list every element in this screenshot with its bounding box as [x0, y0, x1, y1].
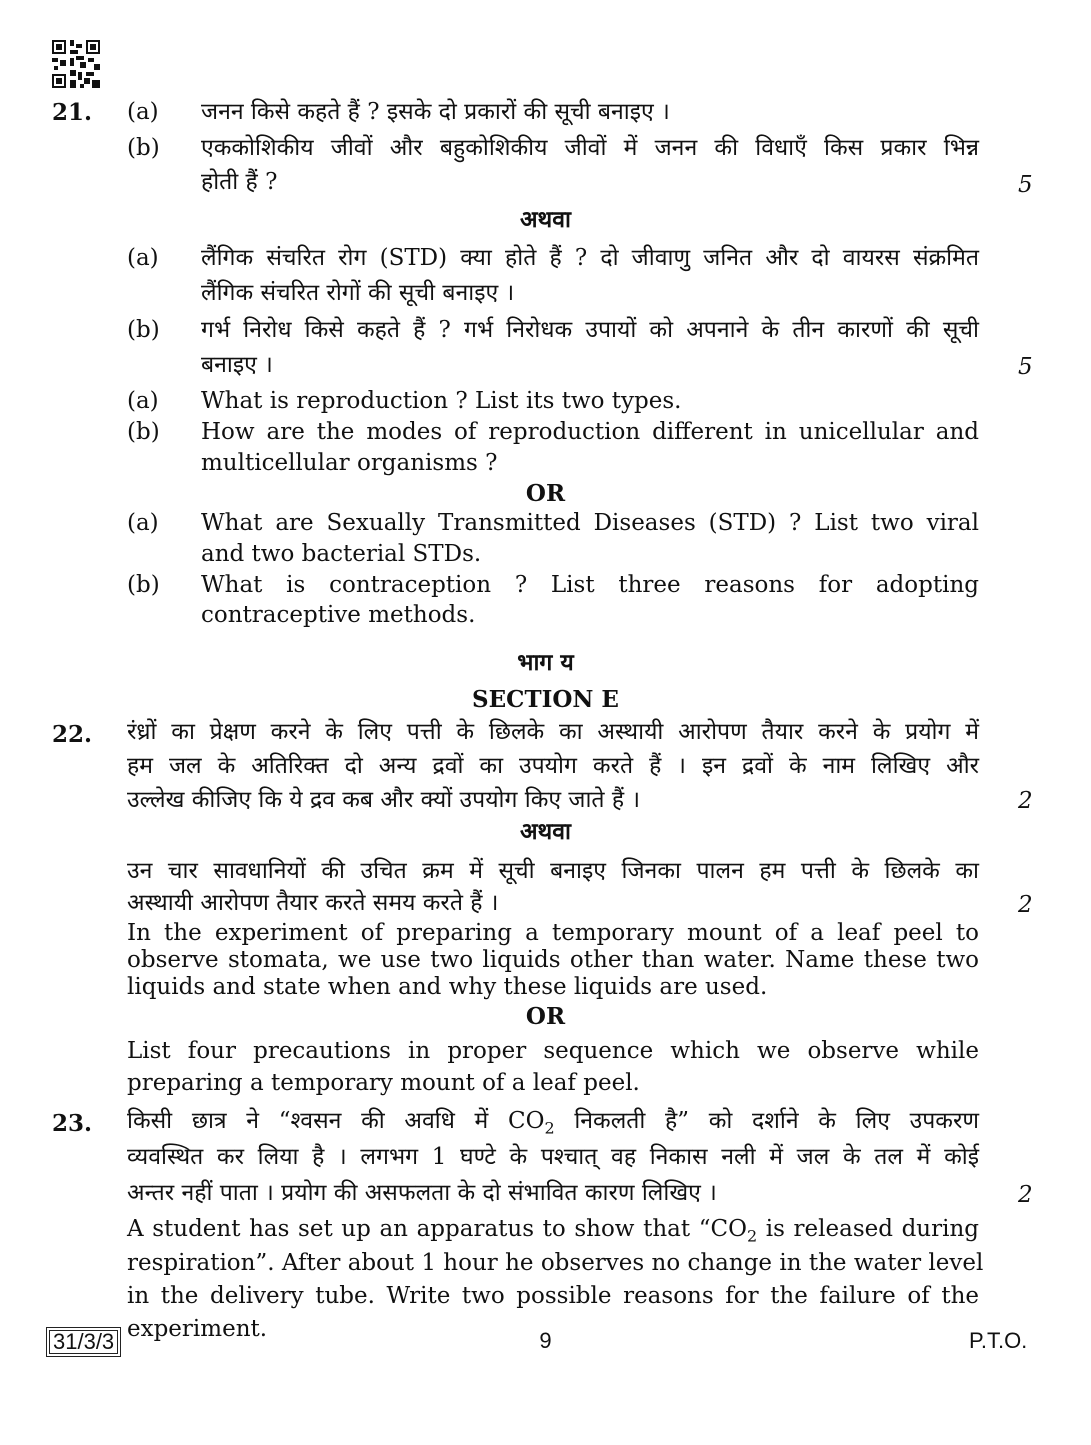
- sub-label: (b): [127, 135, 160, 161]
- question-text: गर्भ निरोध किसे कहते हैं ? गर्भ निरोधक उपायों को अपनाने के तीन कारणों की सूची: [201, 317, 979, 343]
- question-text: respiration”. After about 1 hour he observes no change in the water level: [127, 1250, 984, 1276]
- sub-label: (b): [127, 572, 160, 598]
- or-heading: अथवा: [519, 206, 571, 233]
- question-text: multicellular organisms ?: [201, 450, 498, 476]
- marks: 5: [1018, 354, 1033, 380]
- question-number: 23.: [52, 1110, 93, 1137]
- question-text: उल्लेख कीजिए कि ये द्रव कब और क्यों उपयोग किए जाते हैं ।: [127, 787, 641, 813]
- marks: 2: [1018, 788, 1033, 814]
- section-heading: SECTION E: [472, 686, 619, 713]
- question-text: What is contraception ? List three reasons for adopting: [201, 572, 979, 598]
- question-text: experiment.: [127, 1316, 268, 1342]
- question-text: In the experiment of preparing a temporary mount of a leaf peel to: [127, 920, 979, 946]
- page-number: 9: [539, 1328, 552, 1353]
- question-text: What is reproduction ? List its two types.: [201, 388, 682, 414]
- question-text: What are Sexually Transmitted Diseases (STD) ? List two viral: [201, 510, 979, 536]
- question-text: बनाइए ।: [201, 352, 273, 378]
- section-heading-hindi: भाग य: [517, 649, 574, 676]
- question-number: 21.: [52, 99, 93, 126]
- marks: 5: [1018, 172, 1033, 198]
- question-text: एककोशिकीय जीवों और बहुकोशिकीय जीवों में जनन की विधाएँ किस प्रकार भिन्न: [201, 135, 979, 161]
- pto-label: P.T.O.: [969, 1328, 1028, 1353]
- paper-code: 31/3/3: [46, 1327, 121, 1357]
- question-text: List four precautions in proper sequence which we observe while: [127, 1038, 979, 1064]
- question-text: किसी छात्र ने “श्वसन की अवधि में $CO_2$ निकलती है” को दर्शाने के लिए उपकरण: [127, 1108, 979, 1138]
- sub-label: (a): [127, 510, 159, 536]
- sub-label: (a): [127, 99, 159, 125]
- question-text: liquids and state when and why these liquids are used.: [127, 974, 768, 1000]
- question-text: लैंगिक संचरित रोगों की सूची बनाइए ।: [201, 280, 515, 306]
- question-text: जनन किसे कहते हैं ? इसके दो प्रकारों की सूची बनाइए ।: [201, 99, 670, 125]
- question-text: अन्तर नहीं पाता । प्रयोग की असफलता के दो संभावित कारण लिखिए ।: [127, 1180, 717, 1206]
- qr-code-icon: [52, 40, 100, 88]
- question-text: in the delivery tube. Write two possible reasons for the failure of the: [127, 1283, 979, 1309]
- question-text: अस्थायी आरोपण तैयार करते समय करते हैं ।: [127, 890, 499, 916]
- marks: 2: [1018, 892, 1033, 918]
- question-text: observe stomata, we use two liquids other than water. Name these two: [127, 947, 979, 973]
- or-heading: अथवा: [519, 818, 571, 845]
- question-text: contraceptive methods.: [201, 602, 476, 628]
- question-text: A student has set up an apparatus to show that “$CO_2$ is released during: [127, 1216, 979, 1246]
- question-text: हम जल के अतिरिक्त दो अन्य द्रवों का उपयोग करते हैं । इन द्रवों के नाम लिखिए और: [127, 753, 979, 779]
- sub-label: (a): [127, 388, 159, 414]
- or-heading: OR: [525, 480, 566, 507]
- question-text: preparing a temporary mount of a leaf peel.: [127, 1070, 640, 1096]
- or-heading: OR: [525, 1003, 566, 1030]
- marks: 2: [1018, 1182, 1033, 1208]
- question-text: रंध्रों का प्रेक्षण करने के लिए पत्ती के छिलके का अस्थायी आरोपण तैयार करने के प्रयोग में: [127, 719, 979, 745]
- question-text: व्यवस्थित कर लिया है । लगभग 1 घण्टे के पश्चात् वह निकास नली में जल के तल में कोई: [127, 1144, 979, 1170]
- question-text: and two bacterial STDs.: [201, 541, 482, 567]
- sub-label: (b): [127, 317, 160, 343]
- question-text: लैंगिक संचरित रोग (STD) क्या होते हैं ? दो जीवाणु जनित और दो वायरस संक्रमित: [201, 245, 979, 271]
- question-number: 22.: [52, 721, 93, 748]
- question-text: How are the modes of reproduction different in unicellular and: [201, 419, 979, 445]
- question-text: होती हैं ?: [201, 169, 278, 195]
- question-text: उन चार सावधानियों की उचित क्रम में सूची बनाइए जिनका पालन हम पत्ती के छिलके का: [127, 858, 979, 884]
- sub-label: (a): [127, 245, 159, 271]
- sub-label: (b): [127, 419, 160, 445]
